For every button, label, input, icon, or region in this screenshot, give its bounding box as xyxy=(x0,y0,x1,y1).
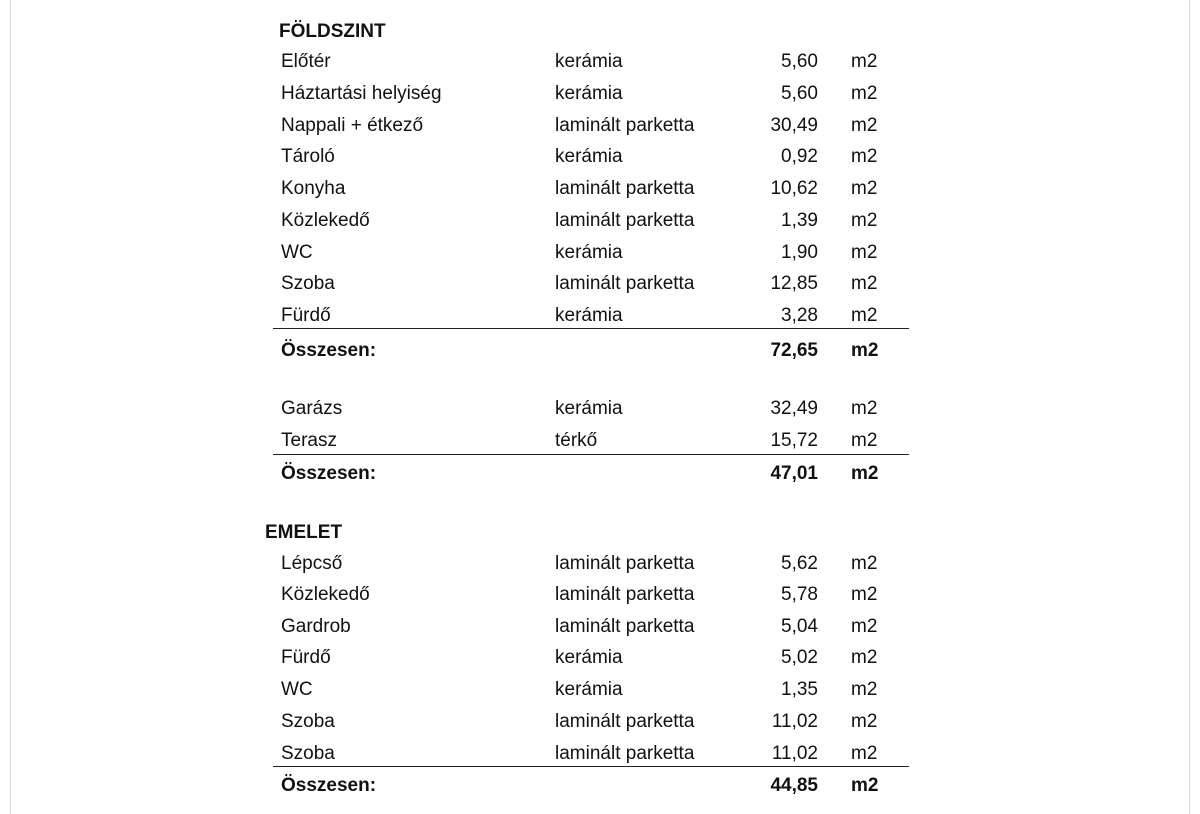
area-unit: m2 xyxy=(851,305,878,326)
room-material: térkő xyxy=(555,430,598,451)
room-material: kerámia xyxy=(555,647,623,668)
table-row xyxy=(281,82,881,106)
area-unit: m2 xyxy=(851,340,879,361)
table-row xyxy=(281,429,881,453)
area-unit: m2 xyxy=(851,210,878,231)
room-area: 1,90 xyxy=(781,242,818,263)
room-material: kerámia xyxy=(555,83,623,104)
room-area: 5,60 xyxy=(781,83,818,104)
room-material: laminált parketta xyxy=(555,115,695,136)
room-material: laminált parketta xyxy=(555,178,695,199)
room-name: WC xyxy=(281,679,313,700)
room-material: kerámia xyxy=(555,146,623,167)
room-material: kerámia xyxy=(555,305,623,326)
room-area: 5,62 xyxy=(781,553,818,574)
room-area: 5,60 xyxy=(781,51,818,72)
room-name: Közlekedő xyxy=(281,584,370,605)
room-area: 5,02 xyxy=(781,647,818,668)
room-area: 5,04 xyxy=(781,616,818,637)
room-material: laminált parketta xyxy=(555,273,695,294)
room-material: kerámia xyxy=(555,242,623,263)
room-area: 5,78 xyxy=(781,584,818,605)
total-row xyxy=(281,339,881,363)
room-name: Háztartási helyiség xyxy=(281,83,442,104)
room-area: 11,02 xyxy=(771,711,818,732)
room-material: laminált parketta xyxy=(555,210,695,231)
table-row xyxy=(281,615,881,639)
area-unit: m2 xyxy=(851,178,878,199)
room-material: laminált parketta xyxy=(555,711,695,732)
room-name: Közlekedő xyxy=(281,210,370,231)
table-row xyxy=(281,209,881,233)
table-row xyxy=(281,646,881,670)
divider-line xyxy=(273,454,909,455)
room-area: 32,49 xyxy=(770,398,818,419)
total-area: 44,85 xyxy=(770,775,818,796)
room-material: kerámia xyxy=(555,51,623,72)
area-unit: m2 xyxy=(851,51,878,72)
room-material: laminált parketta xyxy=(555,584,695,605)
total-row xyxy=(281,774,881,798)
area-unit: m2 xyxy=(851,743,878,764)
room-material: kerámia xyxy=(555,398,623,419)
area-unit: m2 xyxy=(851,616,878,637)
room-name: Nappali + étkező xyxy=(281,115,424,136)
room-material: laminált parketta xyxy=(555,553,695,574)
total-label: Összesen: xyxy=(281,340,377,361)
table-row xyxy=(281,397,881,421)
room-area: 1,35 xyxy=(781,679,818,700)
area-unit: m2 xyxy=(851,83,878,104)
page-border-left xyxy=(10,0,11,814)
room-name: Tároló xyxy=(281,146,335,167)
table-row xyxy=(281,241,881,265)
room-material: laminált parketta xyxy=(555,616,695,637)
area-unit: m2 xyxy=(851,146,878,167)
room-area: 0,92 xyxy=(781,146,818,167)
room-name: Terasz xyxy=(281,430,337,451)
table-row xyxy=(281,583,881,607)
area-unit: m2 xyxy=(851,430,878,451)
room-name: Konyha xyxy=(281,178,346,199)
page-border-right xyxy=(1189,0,1190,814)
room-material: laminált parketta xyxy=(555,743,695,764)
room-area: 30,49 xyxy=(770,115,818,136)
table-row xyxy=(281,678,881,702)
section-title-emelet: EMELET xyxy=(265,522,343,543)
area-unit: m2 xyxy=(851,553,878,574)
room-name: Garázs xyxy=(281,398,343,419)
area-unit: m2 xyxy=(851,463,879,484)
total-area: 72,65 xyxy=(770,340,818,361)
room-name: Lépcső xyxy=(281,553,343,574)
table-row xyxy=(281,145,881,169)
divider-line xyxy=(273,328,909,329)
room-material: kerámia xyxy=(555,679,623,700)
section-title-foldszint: FÖLDSZINT xyxy=(279,21,386,42)
room-area: 11,02 xyxy=(771,743,818,764)
total-label: Összesen: xyxy=(281,775,377,796)
room-area: 10,62 xyxy=(770,178,818,199)
total-area: 47,01 xyxy=(770,463,818,484)
room-name: Fürdő xyxy=(281,305,331,326)
room-name: Előtér xyxy=(281,51,331,72)
room-area: 15,72 xyxy=(770,430,818,451)
total-row xyxy=(281,462,881,486)
area-unit: m2 xyxy=(851,584,878,605)
area-unit: m2 xyxy=(851,647,878,668)
room-name: Szoba xyxy=(281,273,335,294)
total-label: Összesen: xyxy=(281,463,377,484)
area-unit: m2 xyxy=(851,115,878,136)
area-unit: m2 xyxy=(851,775,879,796)
room-area: 1,39 xyxy=(781,210,818,231)
table-row xyxy=(281,304,881,328)
divider-line xyxy=(273,766,909,767)
table-row xyxy=(281,272,881,296)
area-unit: m2 xyxy=(851,242,878,263)
area-unit: m2 xyxy=(851,273,878,294)
table-row xyxy=(281,710,881,734)
table-row xyxy=(281,742,881,766)
room-name: WC xyxy=(281,242,313,263)
room-name: Szoba xyxy=(281,743,335,764)
table-row xyxy=(281,177,881,201)
table-row xyxy=(281,114,881,138)
area-unit: m2 xyxy=(851,679,878,700)
table-row xyxy=(281,552,881,576)
room-name: Szoba xyxy=(281,711,335,732)
room-name: Fürdő xyxy=(281,647,331,668)
room-area: 3,28 xyxy=(781,305,818,326)
room-name: Gardrob xyxy=(281,616,351,637)
area-unit: m2 xyxy=(851,398,878,419)
area-unit: m2 xyxy=(851,711,878,732)
table-row xyxy=(281,50,881,74)
room-area: 12,85 xyxy=(770,273,818,294)
